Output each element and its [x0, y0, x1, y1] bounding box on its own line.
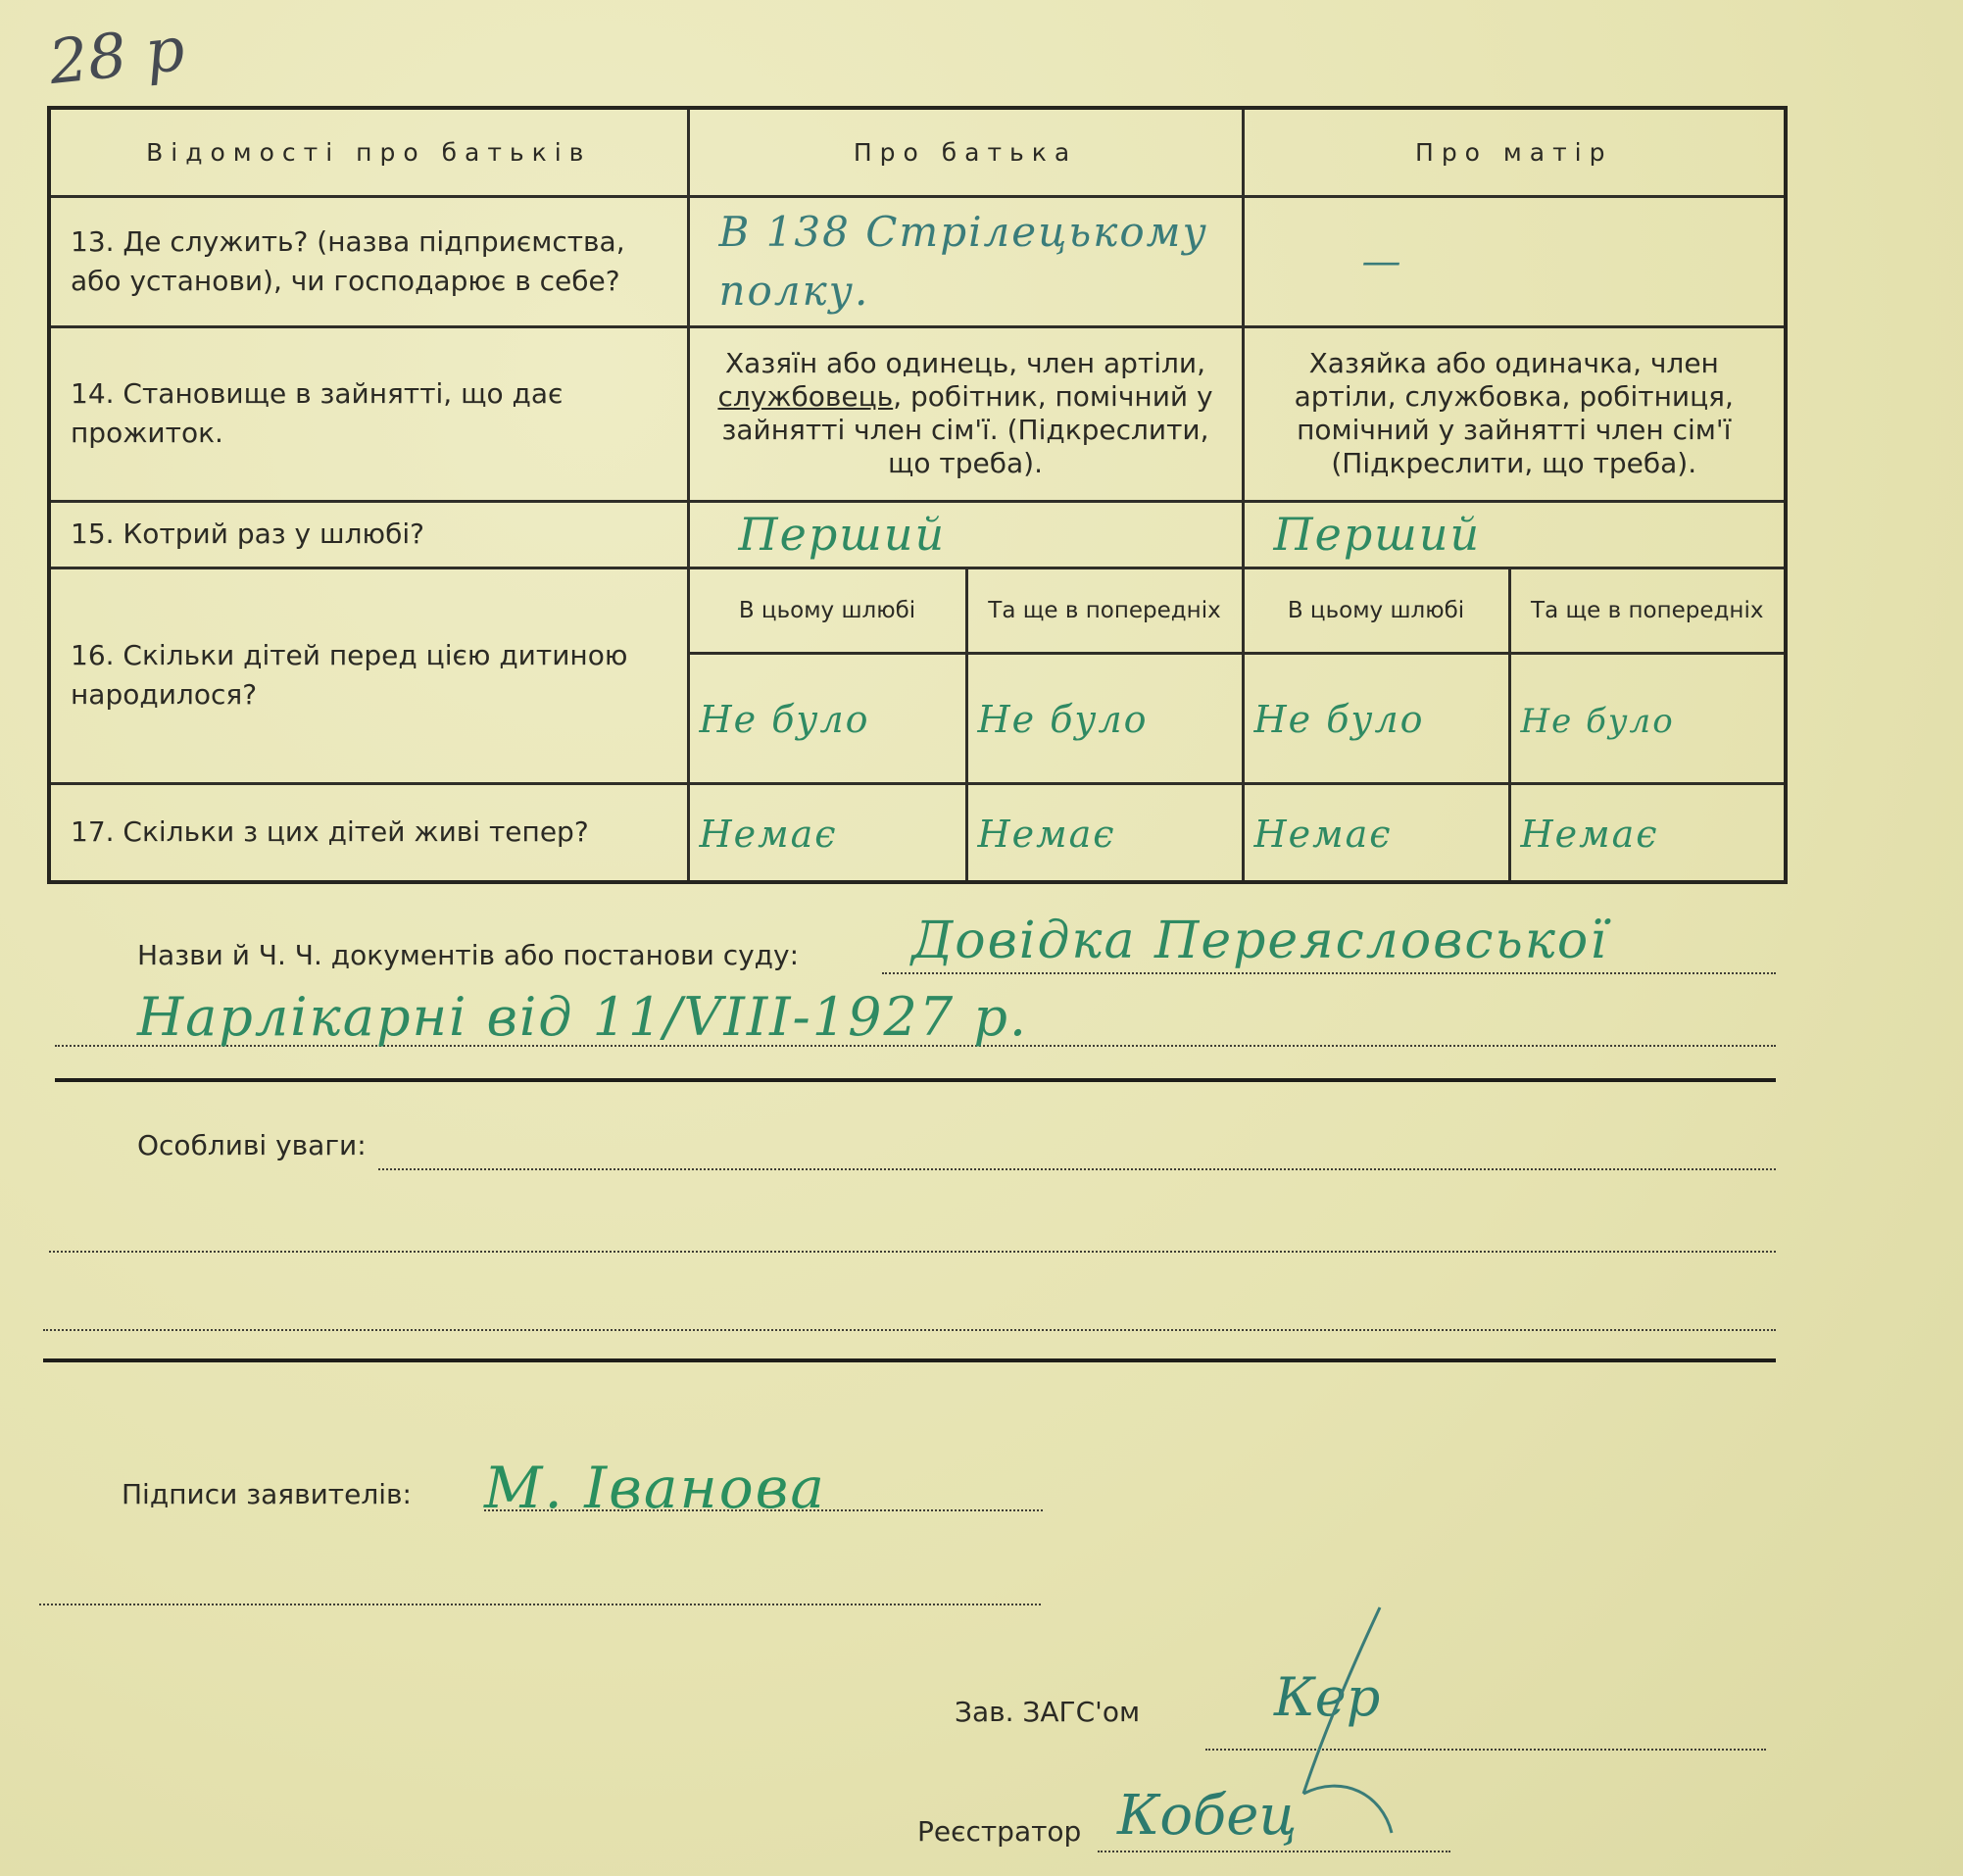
q16-value: Не було: [1253, 698, 1425, 742]
registrar-line[interactable]: [1098, 1851, 1450, 1852]
documents-label: Назви й Ч. Ч. документів або постанови суду:: [137, 939, 800, 971]
q13-label: 13. Де служить? (назва підприємства, або установи), чи господарює в себе?: [49, 197, 688, 327]
q15-mother-cell[interactable]: [1243, 501, 1786, 568]
sub-mother-this-marriage: В цьому шлюбі: [1243, 568, 1509, 654]
q17-mother-prev[interactable]: [1509, 783, 1786, 882]
remarks-line-3[interactable]: [43, 1329, 1776, 1331]
q17-father-this[interactable]: [688, 783, 966, 882]
q17-value: Немає: [699, 812, 838, 856]
header-parents-info: Відомості про батьків: [49, 108, 688, 197]
documents-value-line1: Довідка Переясловської: [911, 912, 1608, 970]
q14-father-options-text-b: , робітник, помічний у зайнятті член сім'ї. (Підкреслити, що треба).: [721, 380, 1213, 480]
q17-value: Немає: [1253, 812, 1393, 856]
applicants-label: Підписи заявителів:: [122, 1478, 412, 1510]
q17-value: Немає: [1520, 812, 1659, 856]
q13-mother-cell[interactable]: [1243, 197, 1786, 327]
q14-father-options: [688, 327, 1243, 501]
q15-father-value: Перший: [738, 508, 947, 562]
q13-mother-value: —: [1361, 239, 1403, 285]
sub-father-this-marriage: В цьому шлюбі: [688, 568, 966, 654]
q15-father-cell[interactable]: [688, 501, 1243, 568]
q16-value: Не було: [1520, 702, 1675, 742]
q17-value: Немає: [977, 812, 1116, 856]
q17-mother-this[interactable]: [1243, 783, 1509, 882]
q14-father-underlined-option: службовець: [717, 380, 894, 414]
q13-father-value: В 138 Стрілецькому полку.: [718, 208, 1208, 316]
header-father: Про батька: [688, 108, 1243, 197]
q16-father-prev[interactable]: [966, 653, 1243, 783]
q14-label: 14. Становище в зайнятті, що дає прожиток.: [49, 327, 688, 501]
q16-label: 16. Скільки дітей перед цією дитиною народилося?: [49, 568, 688, 784]
q17-father-prev[interactable]: [966, 783, 1243, 882]
remarks-line-1[interactable]: [378, 1168, 1776, 1170]
sub-mother-previous: Та ще в попередніх: [1509, 568, 1786, 654]
section-divider: [55, 1078, 1776, 1082]
q15-label: 15. Котрий раз у шлюбі?: [49, 501, 688, 568]
head-zags-label: Зав. ЗАГС'ом: [955, 1696, 1141, 1728]
q14-mother-options: [1243, 327, 1786, 501]
q16-father-this[interactable]: [688, 653, 966, 783]
q15-mother-value: Перший: [1273, 508, 1482, 562]
remarks-line-2[interactable]: [49, 1251, 1776, 1253]
applicants-signature: М. Іванова: [484, 1455, 826, 1521]
q16-value: Не було: [699, 698, 870, 742]
q14-mother-options-text: Хазяйка або одиначка, член артіли, службовка, робітниця, помічний у зайнятті член сім'ї (Підкреслити, що треба).: [1294, 347, 1734, 480]
q17-label: 17. Скільки з цих дітей живі тепер?: [49, 783, 688, 882]
documents-value-line2: Нарлікарні від 11/VIII-1927 р.: [137, 986, 1029, 1048]
registrar-signature: Кобец: [1117, 1784, 1298, 1848]
q13-father-cell[interactable]: [688, 197, 1243, 327]
q14-father-options-text-a: Хазяїн або одинець, член артіли,: [725, 347, 1205, 380]
registrar-label: Реєстратор: [917, 1815, 1082, 1848]
sub-father-previous: Та ще в попередніх: [966, 568, 1243, 654]
q16-mother-prev[interactable]: [1509, 653, 1786, 783]
folio-number: 28 р: [45, 12, 188, 99]
section-divider: [43, 1358, 1776, 1362]
documents-line-1[interactable]: [882, 972, 1776, 974]
q16-value: Не було: [977, 698, 1149, 742]
remarks-label: Особливі уваги:: [137, 1129, 367, 1161]
q16-mother-this[interactable]: [1243, 653, 1509, 783]
applicants-line-2[interactable]: [39, 1604, 1041, 1605]
head-zags-signature: Кер: [1274, 1666, 1381, 1728]
header-mother: Про матір: [1243, 108, 1786, 197]
parents-info-table: [47, 106, 1788, 884]
